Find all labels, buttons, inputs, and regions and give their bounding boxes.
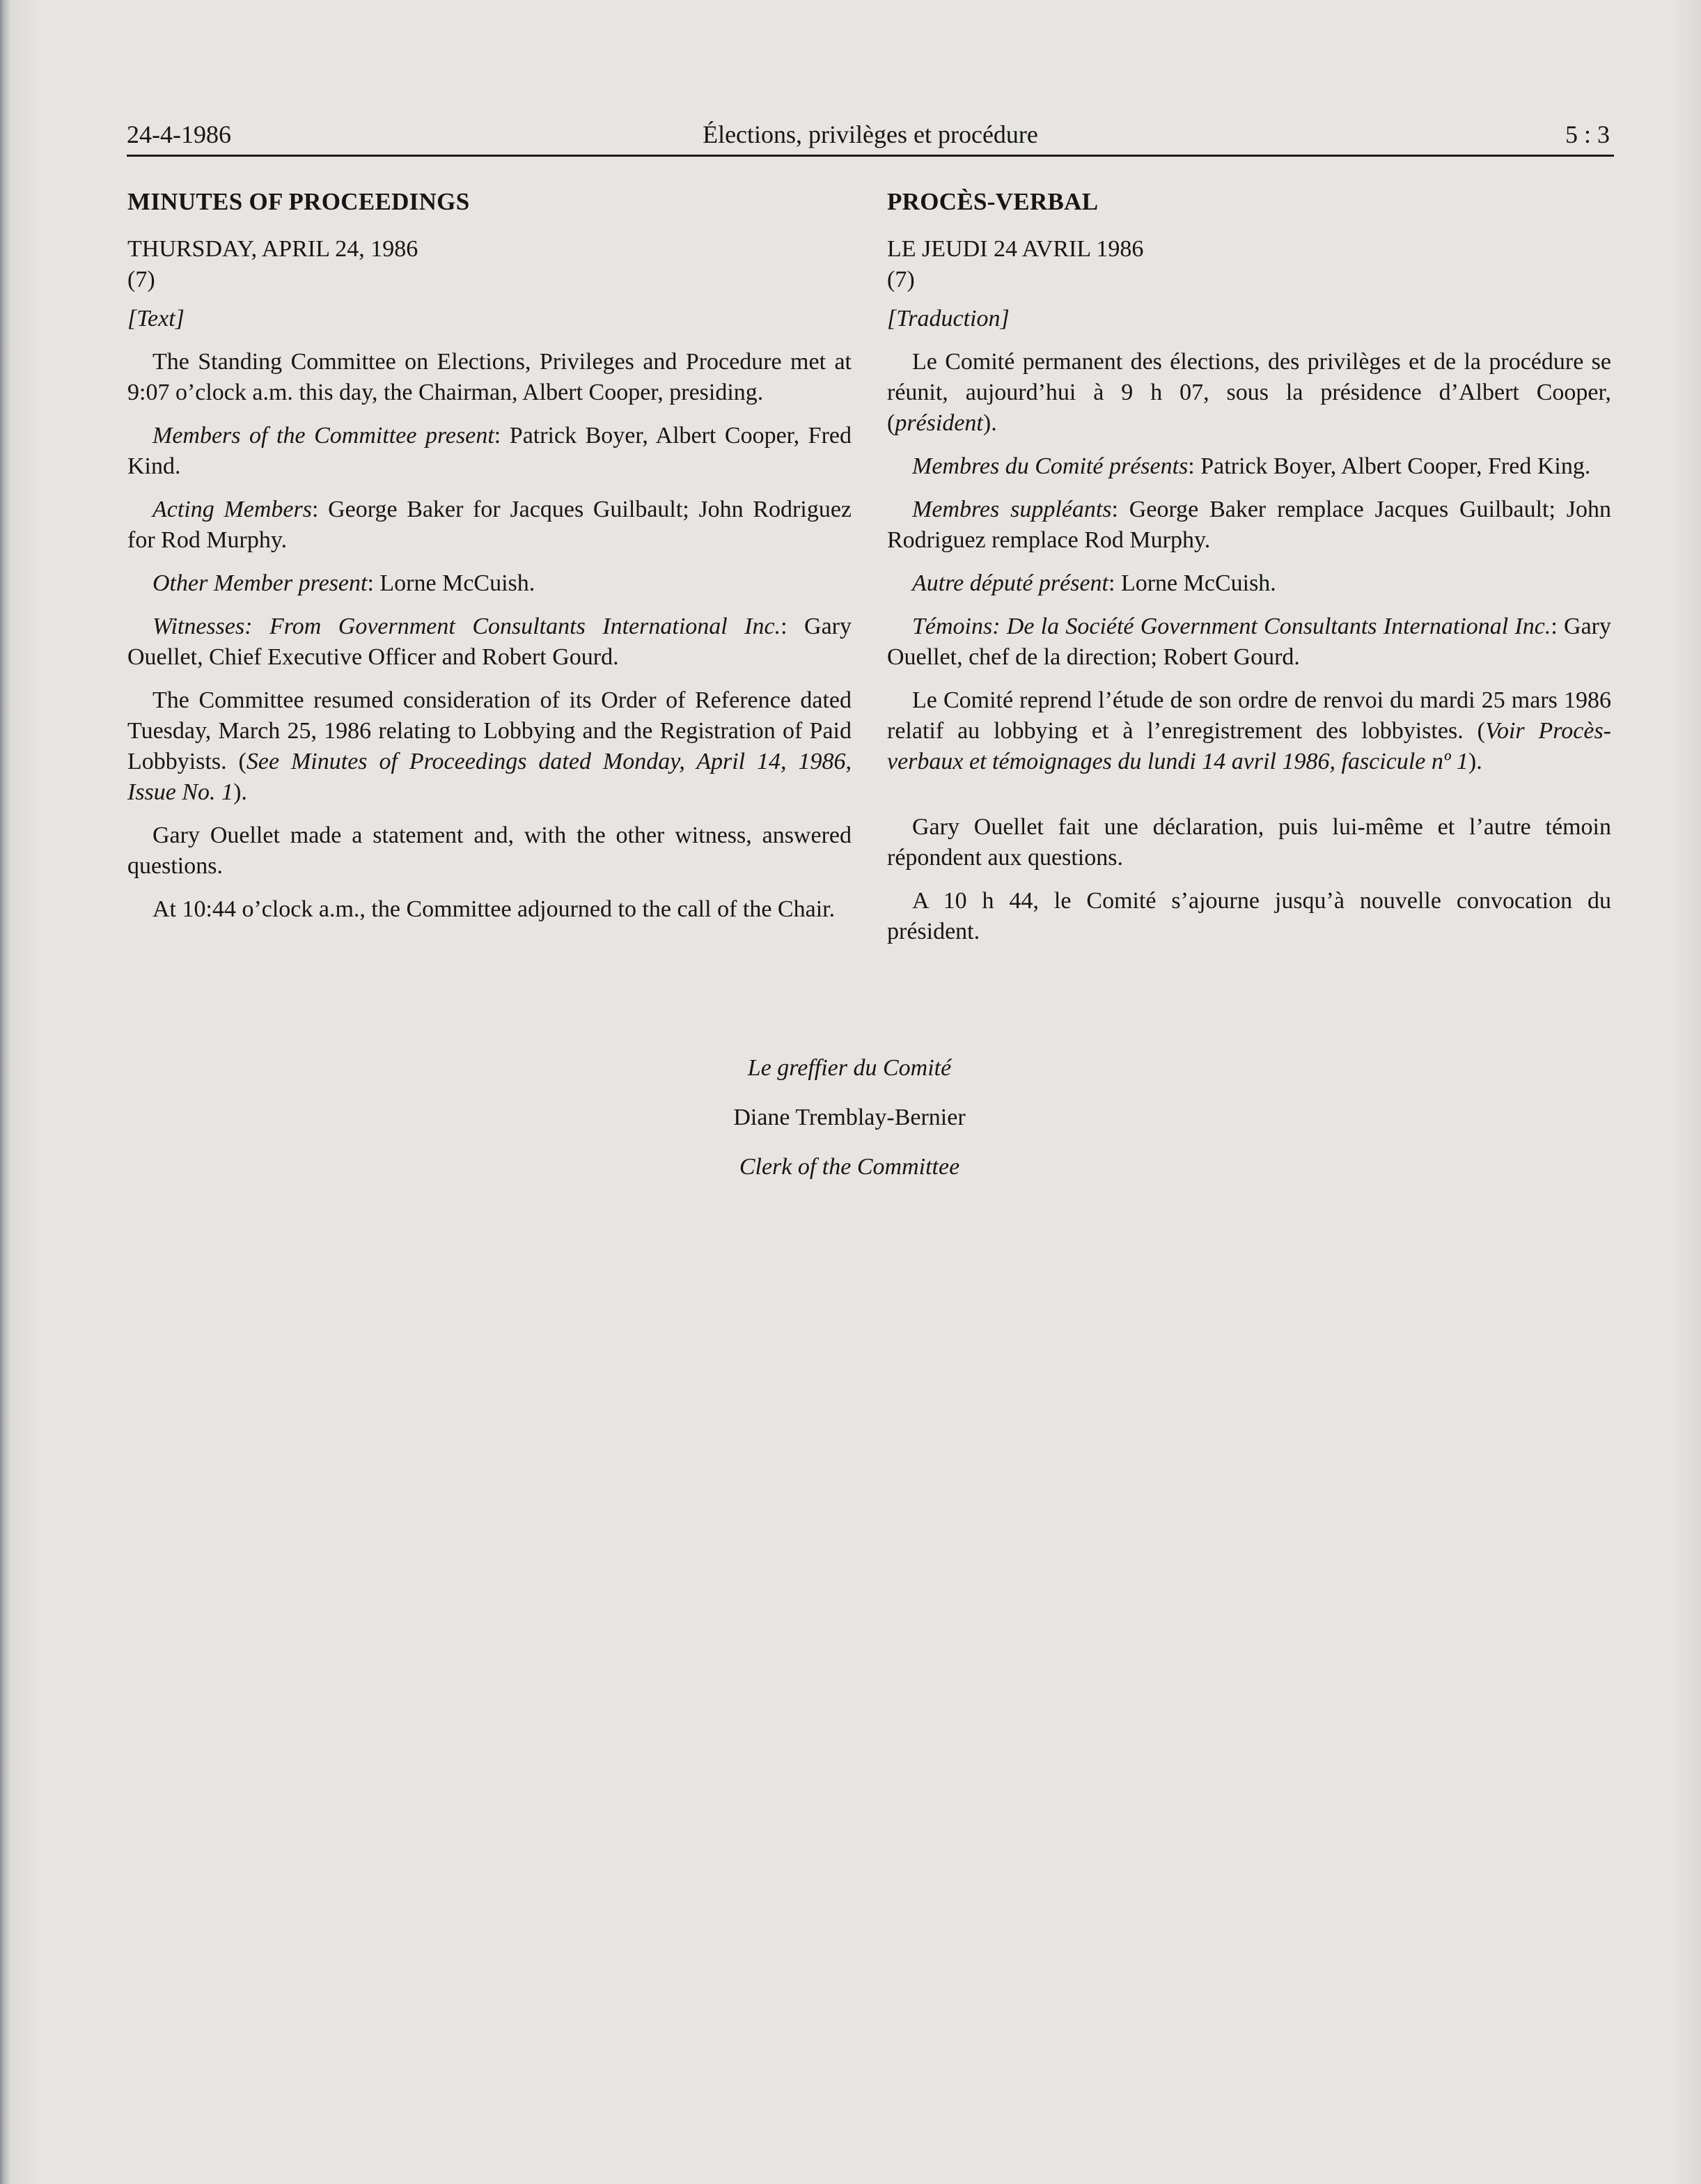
issue-number: (7) xyxy=(127,267,155,292)
other-member-fr: Autre député présent: Lorne McCuish. xyxy=(912,570,1276,596)
header-date: 24-4-1986 xyxy=(127,120,231,148)
text-label: [Text] xyxy=(127,306,185,332)
english-column xyxy=(127,187,852,937)
running-header xyxy=(127,118,1614,157)
witnesses: Witnesses: From Government Consultants International Inc.: Gary Ouellet, Chief Executive Officer and Robert Gourd. xyxy=(127,614,852,670)
opening-paragraph-fr: Le Comité permanent des élections, des privilèges et de la procédure se réunit, aujourd’hui à 9 h 07, sous la présidence d’Albert Cooper, (président). xyxy=(887,349,1611,436)
resumed-paragraph-fr: Le Comité reprend l’étude de son ordre de renvoi du mardi 25 mars 1986 relatif au lobbying et à l’enregistrement des lobbyistes. (Voir Procès-verbaux et témoignages du lundi 14 avril 1986, fascicule nº 1). xyxy=(887,687,1612,774)
clerk-title-fr: Le greffier du Comité xyxy=(747,1055,952,1081)
header-page-number: 5 : 3 xyxy=(1565,120,1610,148)
statement-paragraph-fr: Gary Ouellet fait une déclaration, puis lui-même et l’autre témoin répondent aux questions. xyxy=(887,814,1611,871)
witnesses-fr: Témoins: De la Société Government Consultants International Inc.: Gary Ouellet, chef de la direction; Robert Gourd. xyxy=(887,614,1611,670)
french-column xyxy=(887,187,1611,960)
acting-members-fr: Membres suppléants: George Baker remplace Jacques Guilbault; John Rodriguez remplace Rod Murphy. xyxy=(887,497,1611,553)
members-present: Members of the Committee present: Patrick Boyer, Albert Cooper, Fred Kind. xyxy=(127,423,852,479)
clerk-signature-block xyxy=(627,1053,1072,1201)
header-title: Élections, privilèges et procédure xyxy=(703,120,1038,148)
meeting-date-fr: LE JEUDI 24 AVRIL 1986 xyxy=(887,236,1144,262)
translation-label: [Traduction] xyxy=(887,306,1010,332)
members-present-fr: Membres du Comité présents: Patrick Boyer, Albert Cooper, Fred King. xyxy=(912,453,1591,479)
meeting-date: THURSDAY, APRIL 24, 1986 xyxy=(127,236,418,262)
adjournment-paragraph: At 10:44 o’clock a.m., the Committee adjourned to the call of the Chair. xyxy=(152,896,836,922)
resumed-paragraph: The Committee resumed consideration of its Order of Reference dated Tuesday, March 25, 1986 relating to Lobbying and the Registration of Paid Lobbyists. (See Minutes of Proceedings dated Monday, April 14, 1986, Issue No. 1). xyxy=(127,687,852,805)
minutes-heading: MINUTES OF PROCEEDINGS xyxy=(127,188,470,215)
opening-paragraph: The Standing Committee on Elections, Privileges and Procedure met at 9:07 o’clock a.m. this day, the Chairman, Albert Cooper, presiding. xyxy=(127,349,852,405)
statement-paragraph: Gary Ouellet made a statement and, with the other witness, answered questions. xyxy=(127,822,852,879)
paragraph-gap xyxy=(887,790,1611,812)
clerk-name: Diane Tremblay-Bernier xyxy=(733,1105,966,1130)
proces-verbal-heading: PROCÈS-VERBAL xyxy=(887,188,1099,215)
acting-members: Acting Members: George Baker for Jacques Guilbault; John Rodriguez for Rod Murphy. xyxy=(127,497,852,553)
clerk-title-en: Clerk of the Committee xyxy=(739,1154,960,1180)
issue-number-fr: (7) xyxy=(887,267,915,292)
adjournment-paragraph-fr: A 10 h 44, le Comité s’ajourne jusqu’à nouvelle convocation du président. xyxy=(887,888,1611,944)
other-member: Other Member present: Lorne McCuish. xyxy=(152,570,535,596)
